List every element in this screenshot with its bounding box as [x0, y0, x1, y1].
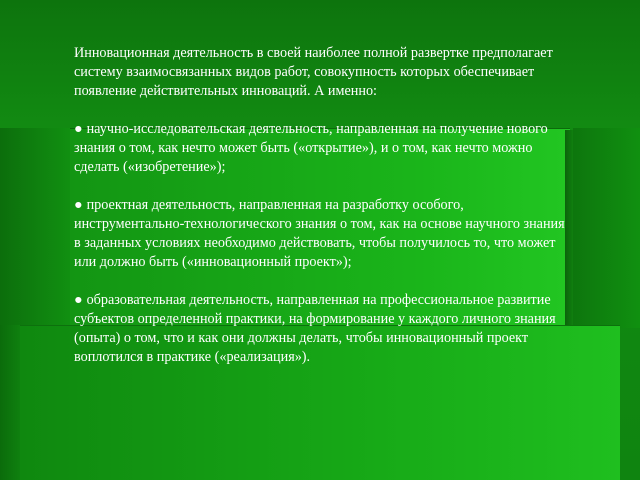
slide-text-body: [74, 44, 574, 386]
background-strip-left-low: [0, 325, 20, 480]
bullet-item-project: [74, 196, 574, 272]
bullet-text: образовательная деятельность, направленная на профессиональное развитие субъектов определенной практики, на формирование у каждого личного знания (опыта) о том, что и как они должны делать, чтобы инновационный проект воплотился в практике («реализация»).: [74, 292, 556, 365]
intro-paragraph: Инновационная деятельность в своей наиболее полной развертке предполагает систему взаимосвязанных видов работ, совокупность которых обеспечивает появление действительных инноваций. А именно:: [74, 45, 553, 99]
bullet-icon: ●: [74, 121, 83, 137]
bullet-text: научно-исследовательская деятельность, направленная на получение нового знания о том, как нечто может быть («открытие»), и о том, как нечто можно сделать («изобретение»);: [74, 121, 548, 175]
background-strip-left-mid: [0, 128, 70, 328]
bullet-item-education: [74, 291, 574, 367]
background-strip-right: [573, 128, 640, 328]
bullet-text: проектная деятельность, направленная на разработку особого, инструментально-технологического знания о том, как на основе научного знания в заданных условиях необходимо действовать, чтобы получилось то, что может или должно быть («инновационный проект»);: [74, 197, 565, 270]
bullet-item-research: [74, 120, 574, 177]
bullet-icon: ●: [74, 197, 83, 213]
bullet-icon: ●: [74, 292, 83, 308]
